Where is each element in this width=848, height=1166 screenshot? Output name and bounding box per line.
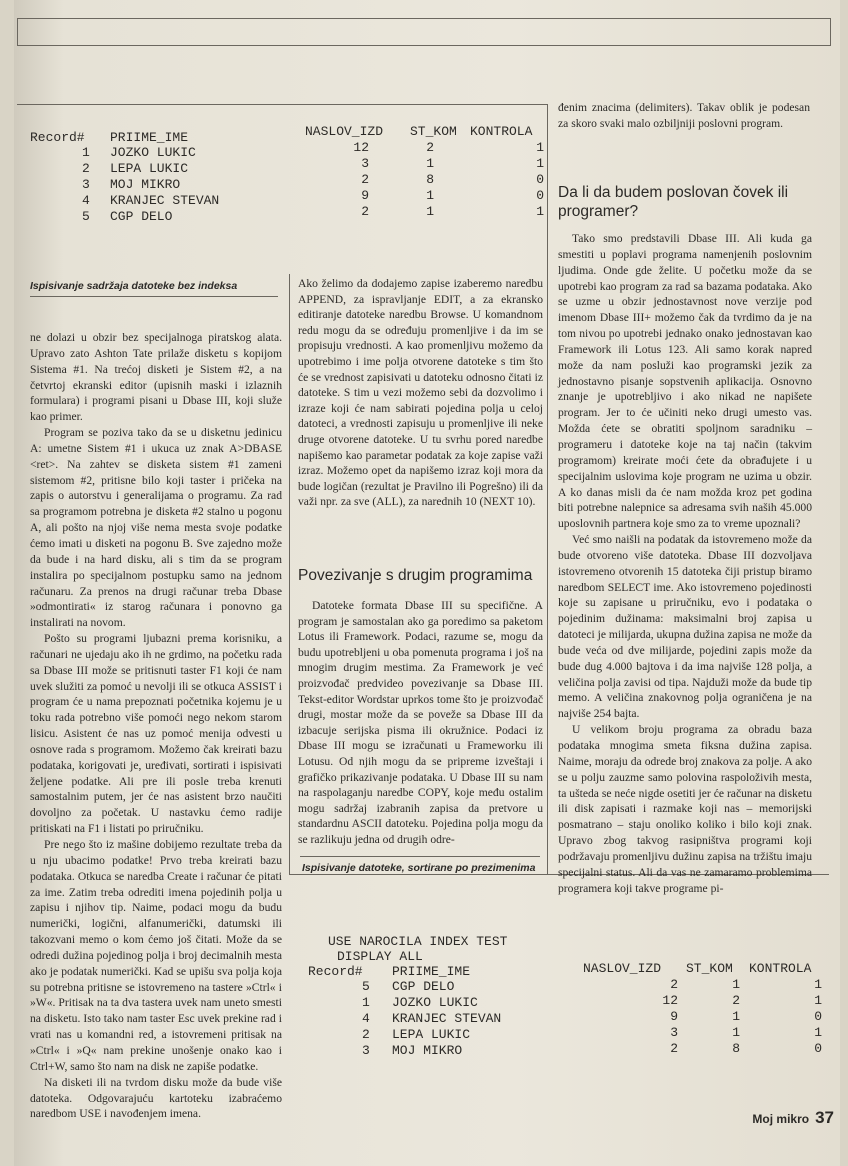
table-cell-naslov: 12 xyxy=(662,993,678,1008)
table-cell-stkom: 2 xyxy=(426,140,434,155)
table-cell-rec: 1 xyxy=(82,145,90,160)
table-cell-naslov: 2 xyxy=(670,1041,678,1056)
table-cell-naslov: 2 xyxy=(361,204,369,219)
table2-header-kontrola: KONTROLA xyxy=(749,961,812,976)
table-cell-name: KRANJEC STEVAN xyxy=(110,193,220,208)
table-cell-stkom: 8 xyxy=(732,1041,740,1056)
table2-header-naslov: NASLOV_IZD xyxy=(583,961,662,976)
table-cell-naslov: 2 xyxy=(361,172,369,187)
table-cell-kontrola: 1 xyxy=(814,977,822,992)
column-2-upper xyxy=(298,276,543,510)
table-cell-name: MOJ MIKRO xyxy=(110,177,181,192)
table2-command: DISPLAY ALL xyxy=(337,949,423,964)
divider xyxy=(30,296,278,297)
table-cell-stkom: 2 xyxy=(732,993,740,1008)
page-number: 37 xyxy=(815,1108,834,1127)
column-2-lower xyxy=(298,598,543,848)
table-cell-name: LEPA LUKIC xyxy=(392,1027,471,1042)
table-cell-rec: 4 xyxy=(362,1011,370,1026)
table-cell-name: KRANJEC STEVAN xyxy=(392,1011,502,1026)
table-cell-stkom: 1 xyxy=(426,188,434,203)
table-cell-kontrola: 0 xyxy=(814,1041,822,1056)
table-cell-rec: 3 xyxy=(82,177,90,192)
paragraph: Na disketi ili na tvrdom disku može da bude više datoteka. Odgovarajuću kartoteku izabraćemo naredbom USE i navođenjem imena. xyxy=(30,1075,282,1121)
magazine-name: Moj mikro xyxy=(752,1112,810,1126)
table-cell-rec: 1 xyxy=(362,995,370,1010)
table-cell-stkom: 1 xyxy=(426,156,434,171)
paragraph: Već smo naišli na podatak da istovremeno može da bude otvoreno više datoteka. Dbase III dozvoljava istovremeno otvorenih 15 datoteka čiji pristup biramo naredbom SELECT ime. Ako istovremeno pojedinosti koje su zapisane u priručniku, evo i podataka o pojedinim dužinama: maksimalni broj zapisa u datoteci je milijarda, ukupna dužina zapisa ne može da bude veća od dve milijarde, pojedini zapis može da bude dug 4.000 bajtova i da ima najviše 128 polja, a veličina polja zavisi od tipa. Najduži može da bude tip memo. A veličina znakovnog polja ograničena je na najviše 254 bajta. xyxy=(558,533,812,721)
table-cell-kontrola: 0 xyxy=(536,172,544,187)
table2-command: USE NAROCILA INDEX TEST xyxy=(328,934,508,949)
paragraph: Program se poziva tako da se u disketnu jedinicu A: umetne Sistem #1 i ukuca uz znak A>DBASE <ret>. Na zahtev se disketa sistem #1 zameni sistemom #2, pritisne bilo koji taster i pričeka na zapis o autorstvu i generalijama o programu. Za rad sa programom potrebna je disketa #2 stalno u pogonu A, ali pošto na njoj više nema mesta svoje podatke ćemo imati u disketi na pogonu B. Sve zajedno može da bude i na hard disku, ali s tim da se program instalira po specijalnom postupku samo na jednom računaru. Za prenos na drugi računar treba Dbase »odmontirati« iz starog računara i ponovno ga instalirati na novom. xyxy=(30,426,282,630)
divider xyxy=(300,856,540,857)
table-cell-rec: 5 xyxy=(82,209,90,224)
table2-header-stkom: ST_KOM xyxy=(686,961,733,976)
paragraph: Tako smo predstavili Dbase III. Ali kuda ga smestiti u poplavi programa namenjenih poslovnim ljudima. Onde gde želite. U početku može da se upotrebi kao program za rad sa bazama podataka. Ako se uzme u obzir jednostavnost nove verzije pod imenom Dbase III+ možemo čak da tvrdimo da je na tom nivou po upotrebi jednako onako jednostavan kao Framework ili Lotus 123. Ali samo korak napred može da nam posluži kao programski jezik za jednostavno pisanje sopstvenih aplikacija. Osnovno znanje je upotrebljivo i ako nikad ne napišete program. Jer to će učiniti neko drugi umesto vas. Možda ćete se obratiti spoljnom saradniku – programeru i datoteke koje na taj način (takvim programom) kreirate moći ćete da obrađujete i u specijalnim uslovima koje program ne uzima u obzir. A ko danas misli da će nam možda kroz pet godina biti potrebne nalepnice sa adresama svih naših 45.000 uposlovnih partnera koje smo za to vreme upoznali? xyxy=(558,232,812,531)
table-cell-rec: 2 xyxy=(82,161,90,176)
table-cell-rec: 3 xyxy=(362,1043,370,1058)
table-cell-stkom: 1 xyxy=(426,204,434,219)
table-cell-kontrola: 1 xyxy=(814,1025,822,1040)
table2-header-name: PRIIME_IME xyxy=(392,964,471,979)
divider xyxy=(17,104,547,105)
divider xyxy=(547,232,548,874)
table-cell-rec: 5 xyxy=(362,979,370,994)
table-cell-name: MOJ MIKRO xyxy=(392,1043,463,1058)
table1-header-naslov: NASLOV_IZD xyxy=(305,124,384,139)
column-1 xyxy=(30,330,282,1122)
table-cell-naslov: 3 xyxy=(670,1025,678,1040)
paragraph: đenim znacima (delimiters). Takav oblik je podesan za skoro svaki malo ozbiljniji poslovni program. xyxy=(558,101,810,130)
table-cell-stkom: 8 xyxy=(426,172,434,187)
table-cell-kontrola: 0 xyxy=(814,1009,822,1024)
table-cell-rec: 4 xyxy=(82,193,90,208)
table-cell-naslov: 3 xyxy=(361,156,369,171)
paragraph: Pošto su programi ljubazni prema korisniku, a računari ne ujedaju ako ih ne grdimo, na početku rada sa Dbase III može se pritisnuti taster F1 koji će nam uvek služiti za pomoć u nevolji ili se otkuca ASSIST i program će u nama prepoznati početnika kojemu je u toku rada potrebno više pomoći nego nekom starom lisicu. Asistent će nas uz pomoć menija odvesti u osnove rada s programom. Možemo čak kreirati bazu podataka, korigovati je, uređivati, sortirati i ispisivati željene podatke. Ali pre ili posle treba krenuti samostalnim putem, jer će nas asistent brzo naučiti dovoljno za početak. U nastavku ćemo radije pritiskati na F1 i listati po priručniku. xyxy=(30,632,282,836)
table-cell-name: JOZKO LUKIC xyxy=(110,145,196,160)
paragraph: Datoteke formata Dbase III su specifične. A program je samostalan ako ga poredimo sa paketom Lotus ili Framework. Podaci, razume se, mogu da budu upotrebljeni u oba pomenuta programa i još na mnogim drugim mestima. Za Framework je već proizvođač predvideo povezivanje sa Dbase III. Tekst-editor Wordstar uprkos tome što je proizvođač drugi, mostar može da se poveže sa Dbase III da izbacuje serijska pisma ili okružnice. Podaci iz Dbase III mogu se izračunati u Frameworku ili Lotusu. Od njih mogu da se pripreme izveštaji i grafičko prikazivanje podataka. U Dbase III su nam na raspolaganju naredbe COPY, koje među ostalim mogu sadržaj izabranih zapisa da pretvore u standardnu ASCII datoteku. Pojedina polja mogu da se razlikuju jedna od drugih odre- xyxy=(298,599,543,846)
table-cell-naslov: 2 xyxy=(670,977,678,992)
table-cell-name: CGP DELO xyxy=(110,209,173,224)
top-frame xyxy=(17,18,831,46)
column-3 xyxy=(558,231,812,896)
table1-header-stkom: ST_KOM xyxy=(410,124,457,139)
table-cell-kontrola: 1 xyxy=(536,204,544,219)
table1-header-record: Record# xyxy=(30,130,85,145)
paragraph: U velikom broju programa za obradu baza podataka mnogima smeta fiksna dužina zapisa. Naime, moraju da odrede broj znakova za polje. A ako se u polju zauzme samo polovina raspoloživih mesta, ta ušteda se neće nigde osetiti jer će računar na disketu ili disk zapisati i razmake koji nas – memorijski posmatrano – staju onoliko koliko i bilo koji znak. Upravo zbog takvog rasipništva programi koji podržavaju promenljivu dužinu zapisa na tržištu imaju specijalni status. Ali da vas ne zamaramo problemima programera koji takve programe pi- xyxy=(558,723,812,895)
table-cell-kontrola: 1 xyxy=(536,140,544,155)
table1-header-name: PRIIME_IME xyxy=(110,130,189,145)
table-cell-stkom: 1 xyxy=(732,1025,740,1040)
table-cell-naslov: 9 xyxy=(670,1009,678,1024)
table-cell-name: JOZKO LUKIC xyxy=(392,995,478,1010)
table-cell-naslov: 12 xyxy=(353,140,369,155)
table-cell-rec: 2 xyxy=(362,1027,370,1042)
section-heading: Povezivanje s drugim programima xyxy=(298,567,533,584)
table-cell-name: LEPA LUKIC xyxy=(110,161,189,176)
paragraph: Pre nego što iz mašine dobijemo rezultate treba da u nju ubacimo podatke! Prvo treba kreirati bazu podataka. Otkuca se naredba Create i računar će pitati za ime. Zatim treba odrediti imena pojedinih polja u zapisu i njihov tip. Naime, podaci mogu da budu numerički, logični, alfanumerički, datumski ili takozvani memo o kom ćemo još čitati. Može da se odredi dužina pojedinog polja i broj decimalnih mesta ako je podatak numerički. Kad se upišu sva polja koja su potrebna pritisne se istovremeno na tastere »Ctrl« i »W«. Pritisak na ta dva tastera uvek nam uneto smesti na disketu. Isto tako nam taster Esc uvek prekine rad i vrati nas u komandni red, a istovremeni pritisak na »Ctrl« i »Q« nam prekine unošenje onako kao i Ctrl+W, samo što nam na disk ne zapiše podatke. xyxy=(30,838,282,1073)
table-cell-name: CGP DELO xyxy=(392,979,455,994)
table-cell-stkom: 1 xyxy=(732,977,740,992)
table1-caption: Ispisivanje sadržaja datoteke bez indeksa xyxy=(30,280,238,292)
table-cell-kontrola: 0 xyxy=(536,188,544,203)
table-cell-naslov: 9 xyxy=(361,188,369,203)
column-3-top xyxy=(558,100,810,132)
table1-header-kontrola: KONTROLA xyxy=(470,124,533,139)
table2-header-record: Record# xyxy=(308,964,363,979)
table2-caption: Ispisivanje datoteke, sortirane po prezimenima xyxy=(302,862,536,874)
section-heading: Da li da budem poslovan čovek ili programer? xyxy=(558,184,789,220)
table-cell-stkom: 1 xyxy=(732,1009,740,1024)
page-footer xyxy=(752,1108,834,1128)
table-cell-kontrola: 1 xyxy=(536,156,544,171)
table-cell-kontrola: 1 xyxy=(814,993,822,1008)
paragraph: Ako želimo da dodajemo zapise izaberemo naredbu APPEND, za ispravljanje EDIT, a za ekransko editiranje datoteke naredbu Browse. U komandnom redu mogu da se određuju promenljive i da im se propisuju vrednosti. A kao promenljivu možemo da upotrebimo i ime polja otvorene datoteke s tim što će se vrednost zapisivati u datoteku odnosno čitati iz datoteke. S tim u vezi možemo sebi da dozvolimo i izraze koji će nam sabirati pojedina polja u celoj datoteci, a vrednosti zapisuju u promenljive ili neke druge otvorene datoteke. U tu svrhu pored naredbe napišemo kao parametar podatak za koje zapise važi izraz. Možemo opet da napišemo izraz koji mora da bude logičan (rezultat je Pravilno ili Pogrešno) ili da važi npr. za sve (ALL), za narednih 10 (NEXT 10). xyxy=(298,277,543,509)
divider xyxy=(289,274,290,874)
paragraph: ne dolazi u obzir bez specijalnoga piratskog alata. Upravo zato Ashton Tate prilaže disketu s kopijom Sistema #1. Na trećoj disketi je Sistem #2, a na četvrtoj ekranski editor (upisnih maski i izlaznih formulara) i programi pisani u Dbase III, koji služe kao primer. xyxy=(30,331,282,424)
